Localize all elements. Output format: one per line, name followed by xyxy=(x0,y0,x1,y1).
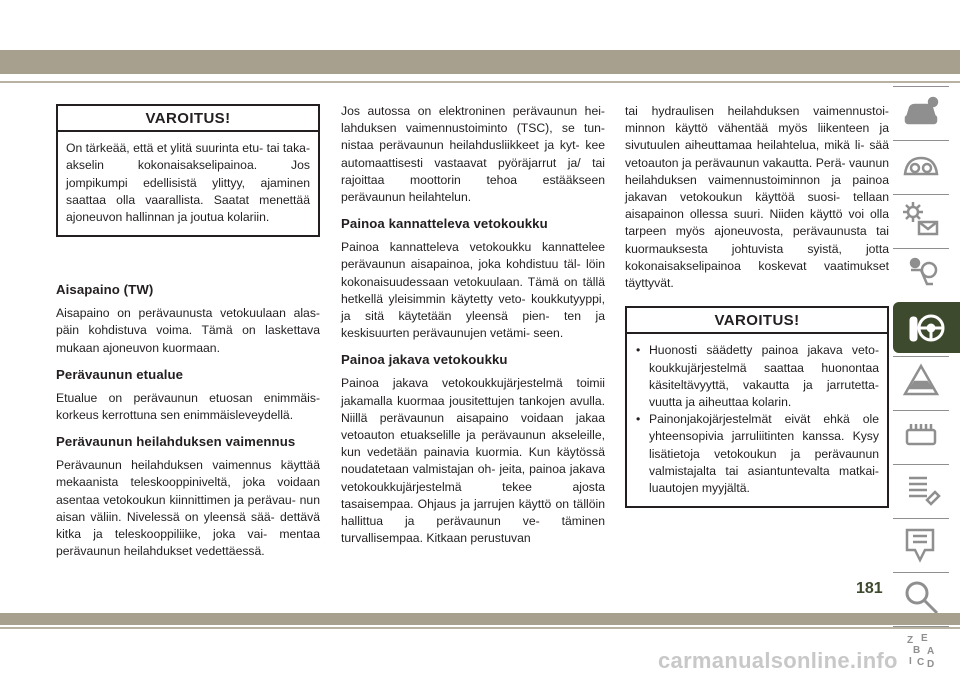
tab-starting-driving[interactable] xyxy=(893,302,960,353)
header-rule xyxy=(0,81,960,83)
paragraph-weight-distributing-hitch: Painoa jakava vetokoukkujärjestelmä toimii jakamalla kuormaa jousitettujen tankojen avulla. Niillä perävaunun aisapaino voidaan jakaa vetoauton etuakselille ja perävaunun akseleille, kun vedetään painavia kuormia. Kun käytössä noudatetaan valmistajan oh- jeita, painoa jakava vetokoukkujärjestelmä tekee ajosta tasaisempaa. Ohjaus ja jarrujen käyttö on tällöin hallittua ja perävaunun ve- täminen turvallisempaa. Kitkaan perustuvan xyxy=(341,376,605,546)
index-icon xyxy=(901,632,941,672)
tab-index[interactable] xyxy=(893,626,949,677)
tab-warning-lights[interactable] xyxy=(893,194,949,245)
column-2 xyxy=(341,103,605,556)
paragraph-frontal-area: Etualue on perävaunun etuosan enimmäis- korkeus kerrottuna sen enimmäisleveydellä. xyxy=(56,390,320,423)
footer-rule xyxy=(0,627,960,629)
tab-emergency[interactable] xyxy=(893,356,949,407)
column-1 xyxy=(56,100,320,569)
watermark: carmanualsonline.info xyxy=(658,648,898,673)
warning-title: VAROITUS! xyxy=(627,308,887,334)
paragraph-weight-carrying-hitch: Painoa kannatteleva vetokoukku kannattelee perävaunun aisapainoa, joka kohdistuu täl- löin kokonaisuudessaan vetokuulaan. Tämä on tällä hetkellä yleisimmin käytetty veto- koukkutyyppi, ja sitä käytetään yleensä pien- ten ja keskisuurten perävaunujen vetämi- seen. xyxy=(341,240,605,341)
svg-text:D: D xyxy=(927,659,935,670)
svg-text:B: B xyxy=(913,645,921,656)
warning-box-2 xyxy=(625,306,889,508)
search-icon xyxy=(901,578,941,618)
multimedia-icon xyxy=(901,524,941,564)
tab-car[interactable] xyxy=(893,86,949,137)
tab-dashboard[interactable] xyxy=(893,140,949,191)
paragraph-tsc: Jos autossa on elektroninen perävaunun hei- lahduksen vaimennustoiminto (TSC), se tun- nistaa perävaunun heilahdusliikkeet ja kyt- kee automaattisesti vastaavat pyöräjarrut ja/ tai rajoittaa moottorin tehoa estääkseen perävaunun heilahtelun. xyxy=(341,104,605,205)
specifications-icon xyxy=(901,470,941,510)
page-number: 181 xyxy=(856,580,883,597)
tab-specifications[interactable] xyxy=(893,464,949,515)
header-bar xyxy=(0,50,960,74)
airbag-icon xyxy=(901,254,941,294)
car-icon xyxy=(901,92,941,132)
paragraph-continued: tai hydraulisen heilahduksen vaimennustoi- minnon käyttö vähentää myös liikenteen ja sivutuulen aiheuttamaa heilahtelua, mikä li- sää vetoauton ja perävaunun vakautta. Perä- vaunun heilahduksen vaimennustoiminnon ja painoa jakavan vetokoukun käyttöä suosi- tellaan aisapainon ollessa suuri. Niiden käyttö voi olla tarpeen myös ajoneuvosta, perävaunusta tai kuormauksesta johtuvista syistä, jotta kokonaisakselipainoa koskevat vaatimukset täyttyvät. xyxy=(625,104,889,291)
warning-item: • Huonosti säädetty painoa jakava veto- koukkujärjestelmä saattaa huonontaa käsiteltävyyttä, vakautta ja jarrutetta- vuutta ja aiheuttaa kolarin. xyxy=(635,342,879,411)
tab-safety[interactable] xyxy=(893,248,949,299)
breakdown-icon xyxy=(901,362,941,402)
dashboard-icon xyxy=(901,146,941,186)
svg-text:I: I xyxy=(909,656,912,667)
chapter-tabs xyxy=(893,86,960,680)
top-margin xyxy=(0,0,960,50)
warning-title: VAROITUS! xyxy=(58,106,318,132)
heading-frontal-area: Perävaunun etualue xyxy=(56,366,184,382)
warning-text: On tärkeää, että et ylitä suurinta etu- tai taka-akselin kokonaisakselipainoa. Jos jompikumpi edellisistä ylittyy, ajaminen saattaa olla vaarallista. Saatat menettää ajoneuvon hallinnan ja joutua kolariin. xyxy=(66,141,310,225)
svg-text:A: A xyxy=(927,646,935,657)
heading-sway-control: Perävaunun heilahduksen vaimennus xyxy=(56,434,296,450)
steering-wheel-icon xyxy=(907,308,947,348)
svg-text:E: E xyxy=(921,633,928,644)
warning-list xyxy=(635,342,879,497)
maintenance-icon xyxy=(901,416,941,456)
heading-weight-distributing-hitch: Painoa jakava vetokoukku xyxy=(341,352,508,368)
svg-text:Z: Z xyxy=(907,635,914,646)
svg-text:C: C xyxy=(917,657,925,668)
tab-multimedia[interactable] xyxy=(893,518,949,569)
column-3 xyxy=(625,103,889,508)
warning-light-icon xyxy=(901,200,941,240)
heading-weight-carrying-hitch: Painoa kannatteleva vetokoukku xyxy=(341,216,548,232)
warning-box-1 xyxy=(56,104,320,237)
paragraph-tongue-weight: Aisapaino on perävaunusta vetokuulaan alas- päin kohdistuva voima. Tämä on laskettava mukaan ajoneuvon kuormaan. xyxy=(56,306,320,355)
paragraph-sway-control: Perävaunun heilahduksen vaimennus käyttää mekaanista teleskooppiniveltä, joka voidaan asentaa vetokoukun kiinnittimen ja perävau- nun aisan väliin. Nivelessä on yleensä sää- dettävä kitka ja teleskooppiliike, joka vai- mentaa perävaunun heilahdukset vedettäessä. xyxy=(56,458,320,559)
heading-tongue-weight: Aisapaino (TW) xyxy=(56,282,154,298)
warning-item: • Painonjakojärjestelmät eivät ehkä ole yhteensopivia jarruliitinten kanssa. Kysy lisätietoja vetokoukun ja perävaunun valmistajalta tai asiantuntevalta matkai- luautojen myyjältä. xyxy=(635,411,879,497)
footer-bar xyxy=(0,613,960,625)
tab-maintenance[interactable] xyxy=(893,410,949,461)
